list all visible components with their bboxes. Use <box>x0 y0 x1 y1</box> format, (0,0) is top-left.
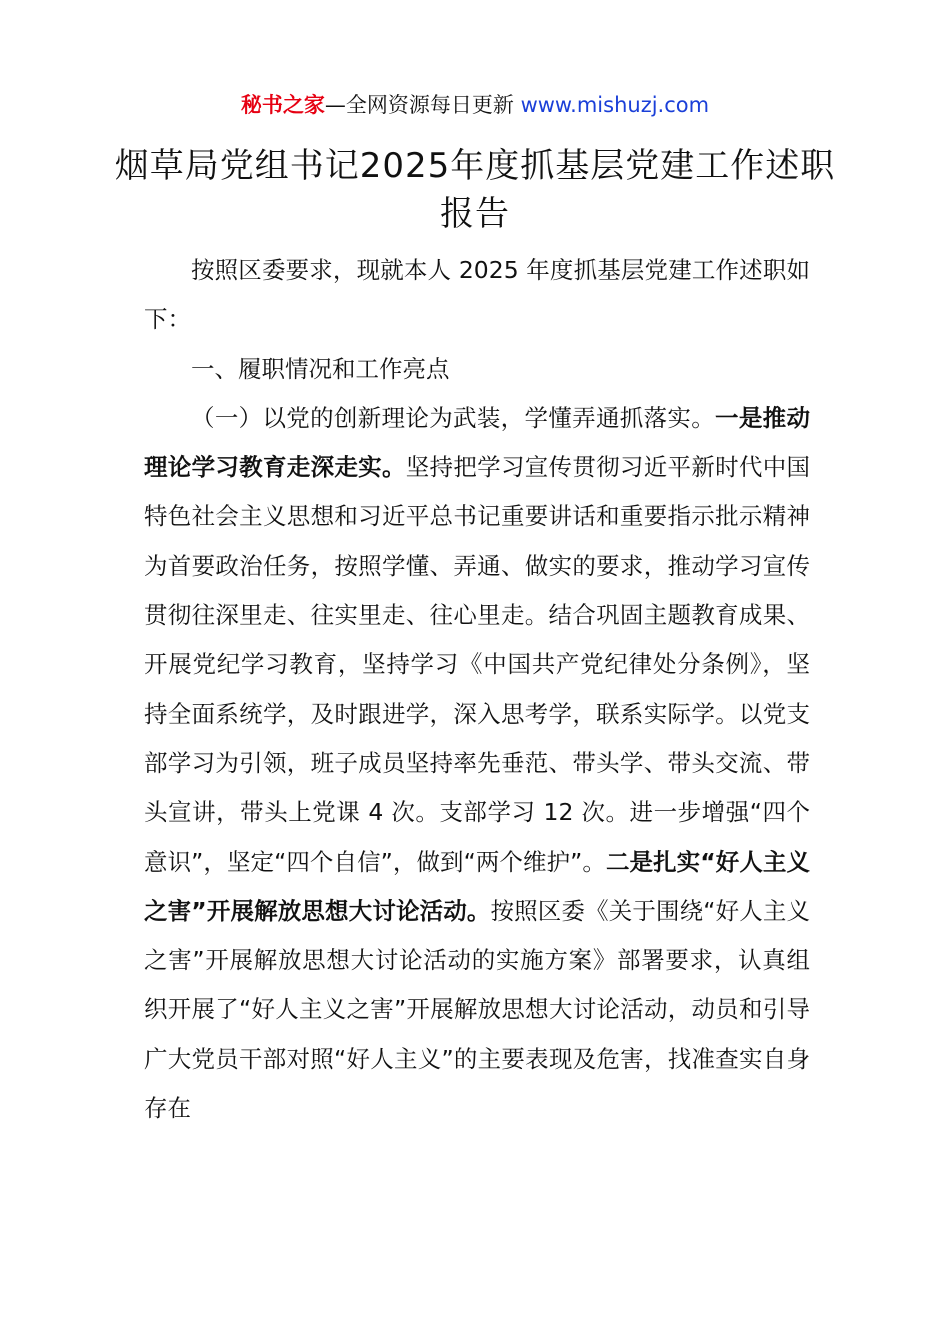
point1-heading: 一是推动理论学习教育走深走实。 <box>144 403 811 482</box>
brand-name: 秘书之家 <box>240 93 325 117</box>
document-body <box>144 246 810 1133</box>
site-url-link[interactable]: www.mishuzj.com <box>520 93 710 117</box>
point2-heading: 二是扎实“好人主义之害”开展解放思想大讨论活动。 <box>144 847 810 925</box>
point2-text: 按照区委《关于围绕“好人主义之害”开展解放思想大讨论活动的实施方案》部署要求，认真组织开展了“好人主义之害”开展解放思想大讨论活动，动员和引导广大党员干部对照“好人主义”的主要表现及危害，找准查实自身存在 <box>144 896 810 1123</box>
paragraph-lead: （一）以党的创新理论为武装，学懂弄通抓落实。 <box>191 403 716 432</box>
body-paragraph <box>144 394 810 1133</box>
header-slogan: —全网资源每日更新 <box>324 93 521 117</box>
site-header <box>0 88 950 122</box>
document-title: 烟草局党组书记2025年度抓基层党建工作述职报告 <box>114 146 836 234</box>
intro-paragraph: 按照区委要求，现就本人 2025 年度抓基层党建工作述职如下： <box>144 256 810 334</box>
point1-text: 坚持把学习宣传贯彻习近平新时代中国特色社会主义思想和习近平总书记重要讲话和重要指示批示精神为首要政治任务，按照学懂、弄通、做实的要求，推动学习宣传贯彻往深里走、往实里走、往心里走。结合巩固主题教育成果、开展党纪学习教育，坚持学习《中国共产党纪律处分条例》，坚持全面系统学，及时跟进学，深入思考学，联系实际学。以党支部学习为引领，班子成员坚持率先垂范、带头学、带头交流、带头宣讲，带头上党课 4 次。支部学习 12 次。进一步增强“四个意识”，坚定“四个自信”，做到“两个维护”。 <box>144 453 811 876</box>
section-heading: 一、履职情况和工作亮点 <box>191 354 450 383</box>
